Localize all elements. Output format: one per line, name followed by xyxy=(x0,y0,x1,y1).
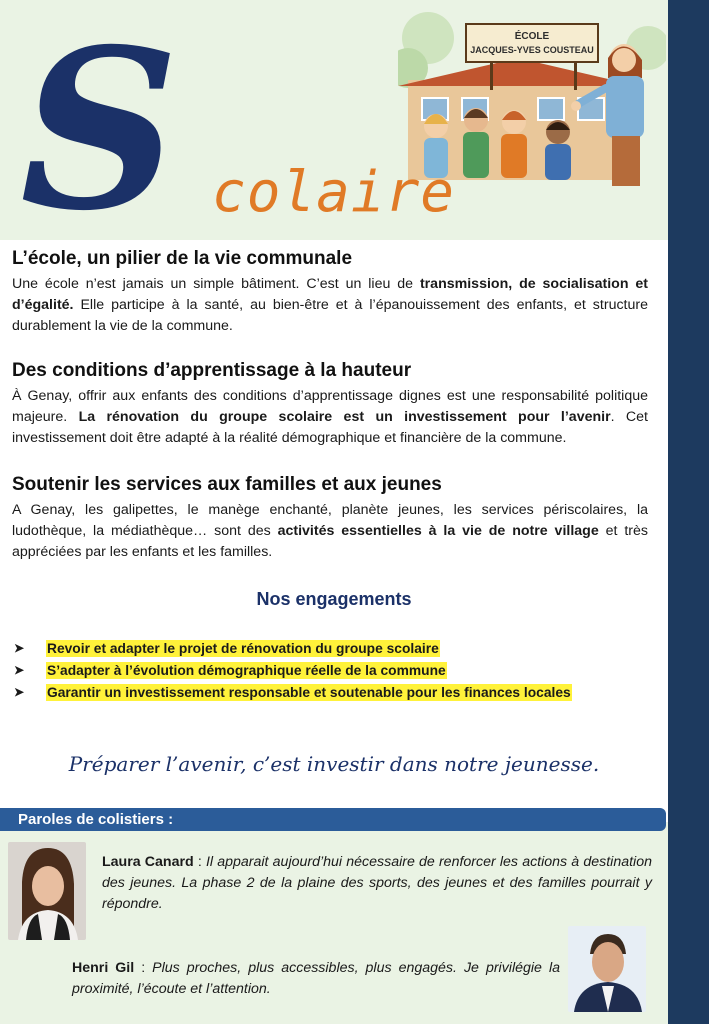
testimony-henri xyxy=(72,958,560,1000)
school-sign-line2: JACQUES-YVES COUSTEAU xyxy=(470,45,594,55)
para-bold: activités essentielles à la vie de notre village xyxy=(277,523,599,539)
testimony-text: Plus proches, plus accessibles, plus engagés. Je privilégie la proximité, l’écoute et l’attention. xyxy=(72,960,560,997)
arrow-bullet-icon: ➤ xyxy=(14,685,25,699)
engagement-text: Garantir un investissement responsable et soutenable pour les finances locales xyxy=(47,684,571,700)
engagement-text: Revoir et adapter le projet de rénovation du groupe scolaire xyxy=(47,640,439,656)
section-heading-apprentissage: Des conditions d’apprentissage à la hauteur xyxy=(12,360,412,381)
paroles-header: Paroles de colistiers : xyxy=(0,808,666,831)
engagement-text: S’adapter à l’évolution démographique réelle de la commune xyxy=(47,662,446,678)
title-text: colaire xyxy=(212,160,456,225)
engagement-item xyxy=(14,659,572,681)
right-sidebar xyxy=(668,0,709,1024)
school-sign-line1: ÉCOLE xyxy=(514,31,550,42)
section-paragraph-familles xyxy=(12,500,648,563)
section-paragraph-apprentissage xyxy=(12,386,648,449)
engagements-title: Nos engagements xyxy=(256,589,412,609)
section-paragraph-ecole xyxy=(12,274,648,337)
engagement-item xyxy=(14,637,572,659)
separator: : xyxy=(193,854,206,870)
para-bold: transmission, de socialisation et d’égalité. xyxy=(12,276,649,313)
para-bold: La rénovation du groupe scolaire est un investissement pour l’avenir xyxy=(78,409,611,425)
testimony-text: Il apparait aujourd’hui nécessaire de renforcer les actions à destination des jeunes. La phase 2 de la plaine des sports, des jeunes et des familles pourrait y répondre. xyxy=(102,854,652,912)
separator: : xyxy=(134,960,153,976)
section-heading-familles: Soutenir les services aux familles et aux jeunes xyxy=(12,474,442,495)
arrow-bullet-icon: ➤ xyxy=(14,663,25,677)
arrow-bullet-icon: ➤ xyxy=(14,641,25,655)
title-letter-s: S xyxy=(20,0,179,259)
para-text: et très appréciées par les enfants et les familles. xyxy=(12,523,648,560)
para-text: A Genay, les galipettes, le manège enchanté, planète jeunes, les services périscolaires, la ludothèque, la médiathèque… sont des xyxy=(12,502,648,539)
person-name: Laura Canard xyxy=(102,854,194,870)
para-text: Elle participe à la santé, au bien-être et à l’épanouissement des enfants, et structure durablement la vie de la commune. xyxy=(12,297,648,334)
testimony-laura xyxy=(102,852,652,915)
para-text: . Cet investissement doit être adapté à la réalité démographique et financière de la commune. xyxy=(12,409,649,446)
engagement-item xyxy=(14,681,572,703)
avatar-henri-gil xyxy=(568,926,646,1012)
para-text: À Genay, offrir aux enfants des conditions d’apprentissage dignes est une responsabilité politique majeure. xyxy=(12,388,648,425)
person-name: Henri Gil xyxy=(72,960,135,976)
section-heading-ecole: L’école, un pilier de la vie communale xyxy=(12,248,353,269)
engagements-list xyxy=(14,637,572,703)
closing-quote: Préparer l’avenir, c’est investir dans notre jeunesse. xyxy=(68,752,600,776)
para-text: Une école n’est jamais un simple bâtiment. C’est un lieu de xyxy=(12,276,420,292)
avatar-laura-canard xyxy=(8,842,86,940)
